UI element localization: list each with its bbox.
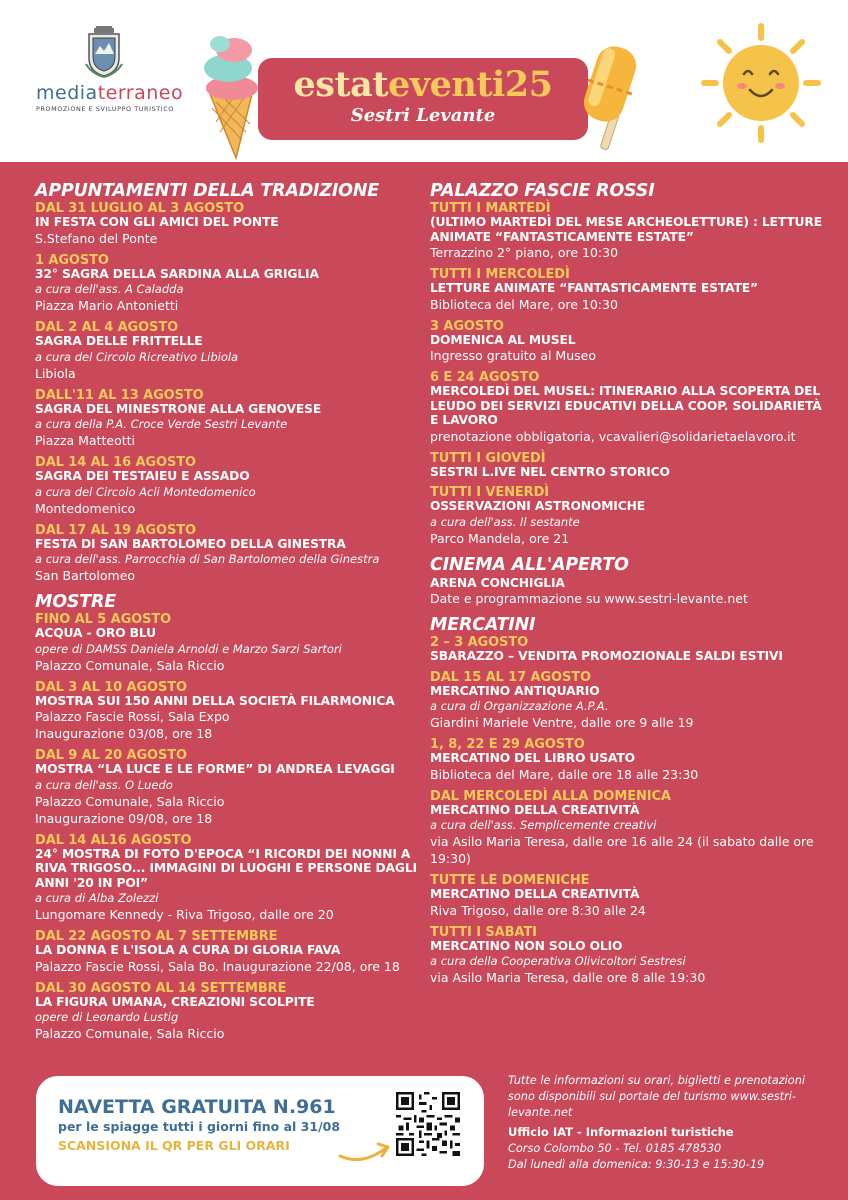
event-organizer: a cura dell'ass. A Caladda (35, 282, 184, 296)
event-place: Piazza Matteotti (35, 433, 136, 448)
left-column (35, 180, 425, 1049)
event-date: DAL 14 AL 16 AGOSTO (35, 455, 196, 470)
event-date: TUTTI I GIOVEDÌ (430, 450, 546, 466)
event-place: Date e programmazione su www.sestri-levante.net (430, 591, 748, 606)
event-title: IN FESTA CON GLI AMICI DEL PONTE (35, 215, 279, 229)
iat-hours: Dal lunedì alla domenica: 9:30-13 e 15:30-19 (508, 1158, 765, 1171)
event-place: Parco Mandela, ore 21 (430, 530, 570, 546)
event-date: DAL 17 AL 19 AGOSTO (35, 522, 196, 538)
event-item (35, 321, 425, 382)
event-date: DAL MERCOLEDÌ ALLA DOMENICA (430, 788, 671, 804)
event-place: Palazzo Fascie Rossi, Sala Bo. Inaugurazione 22/08, ore 18 (35, 958, 400, 974)
event-title: OSSERVAZIONI ASTRONOMICHE (430, 499, 645, 513)
event-date: DAL 31 LUGLIO AL 3 AGOSTO (35, 201, 245, 216)
header (0, 0, 848, 162)
event-item (35, 930, 425, 975)
brand-part2: terraneo (97, 82, 184, 104)
event-place: S.Stefano del Ponte (35, 230, 158, 246)
mediaterraneo-logo (36, 82, 183, 104)
event-place-extra: Inaugurazione 09/08, ore 18 (35, 810, 213, 826)
event-title: ACQUA - ORO BLU (35, 626, 156, 640)
event-organizer: a cura dell'ass. Semplicemente creativi (430, 818, 657, 832)
event-title: MERCATINO ANTIQUARIO (430, 683, 600, 698)
event-item (430, 202, 830, 261)
qr-code[interactable] (396, 1092, 460, 1156)
event-item (430, 486, 830, 547)
event-date: 3 AGOSTO (430, 318, 504, 334)
event-place: Biblioteca del Mare, ore 10:30 (430, 296, 618, 312)
event-place: via Asilo Maria Teresa, dalle ore 16 alle 24 (il sabato dalle ore 19:30) (430, 834, 814, 866)
event-title: 24° MOSTRA DI FOTO D'EPOCA “I RICORDI DEI NONNI A RIVA TRIGOSO... IMMAGINI DI LUOGHI E PERSONE DAGLI ANNI '20 IN POI” (35, 846, 417, 890)
event-item (35, 749, 425, 827)
event-date: DAL 2 AL 4 AGOSTO (35, 320, 179, 335)
event-place: Terrazzino 2° piano, ore 10:30 (430, 245, 619, 260)
event-item (35, 982, 425, 1043)
section-title-cinema: CINEMA ALL'APERTO (430, 554, 629, 575)
event-date: 2 – 3 AGOSTO (430, 635, 529, 650)
event-place: Libiola (35, 365, 76, 381)
navetta-box (36, 1076, 484, 1186)
event-place: prenotazione obbligatoria, vcavalieri@solidarietaelavoro.it (430, 428, 796, 444)
section-title-palazzo: PALAZZO FASCIE ROSSI (430, 181, 655, 201)
event-title: MERCATINO DEL LIBRO USATO (430, 751, 635, 765)
event-title: ARENA CONCHIGLIA (430, 575, 565, 590)
event-place: Montedomenico (35, 500, 136, 516)
event-place: Palazzo Comunale, Sala Riccio (35, 657, 225, 673)
event-place: San Bartolomeo (35, 568, 136, 583)
section-title-mercatini: MERCATINI (430, 615, 536, 635)
event-title: DOMENICA AL MUSEL (430, 332, 576, 347)
event-date: FINO AL 5 AGOSTO (35, 612, 172, 627)
event-place: Giardini Mariele Ventre, dalle ore 9 alle 19 (430, 715, 694, 730)
event-place: Palazzo Comunale, Sala Riccio (35, 793, 225, 809)
sun-icon (700, 22, 822, 144)
event-organizer: a cura della P.A. Croce Verde Sestri Levante (35, 417, 288, 431)
event-date: 1, 8, 22 E 29 AGOSTO (430, 737, 585, 752)
event-date: 1 AGOSTO (35, 252, 109, 268)
event-title: LA FIGURA UMANA, CREAZIONI SCOLPITE (35, 994, 315, 1009)
info-block (508, 1073, 828, 1173)
event-date: TUTTE LE DOMENICHE (430, 873, 590, 888)
event-item (430, 371, 830, 445)
event-item (430, 636, 830, 664)
event-organizer: a cura dell'ass. Il sestante (430, 514, 580, 529)
navetta-subtitle: per le spiagge tutti i giorni fino al 31/08 (58, 1119, 341, 1134)
event-title: MERCATINO NON SOLO OLIO (430, 938, 623, 953)
event-place: Lungomare Kennedy - Riva Trigoso, dalle ore 20 (35, 907, 334, 922)
right-column (430, 180, 830, 993)
event-title: (ULTIMO MARTEDÌ DEL MESE ARCHEOLETTURE) : LETTURE ANIMATE “FANTASTICAMENTE ESTATE” (430, 215, 822, 244)
event-item (430, 874, 830, 919)
event-title: LA DONNA E L'ISOLA A CURA DI GLORIA FAVA (35, 943, 341, 957)
event-item (35, 202, 425, 247)
brand-part1: media (36, 82, 98, 104)
title-part1: estat (293, 64, 388, 105)
event-date: DAL 15 AL 17 AGOSTO (430, 669, 591, 685)
event-organizer: a cura dell'ass. O Luedo (35, 777, 173, 792)
event-organizer: a cura del Circolo Ricreativo Libiola (35, 349, 239, 364)
event-item (430, 790, 830, 868)
iat-address: Corso Colombo 50 - Tel. 0185 478530 (508, 1142, 722, 1155)
event-date: 6 E 24 AGOSTO (430, 370, 540, 385)
arrow-icon (336, 1126, 394, 1164)
event-place: Palazzo Comunale, Sala Riccio (35, 1026, 225, 1041)
event-date: TUTTI I MARTEDÌ (430, 201, 551, 216)
event-date: DALL'11 AL 13 AGOSTO (35, 387, 204, 403)
info-text: Tutte le informazioni su orari, biglietti e prenotazioni sono disponibili sul portale del turismo www.sestri-levante.net (508, 1074, 806, 1119)
event-item (35, 389, 425, 450)
event-organizer: a cura di Alba Zolezzi (35, 891, 159, 905)
event-date: TUTTI I VENERDÌ (430, 485, 550, 500)
event-date: DAL 14 AL16 AGOSTO (35, 832, 192, 848)
event-item (430, 320, 830, 365)
popsicle-icon (578, 40, 644, 152)
brand-subtitle: PROMOZIONE E SVILUPPO TURISTICO (36, 105, 174, 113)
event-item (35, 613, 425, 674)
navetta-cta: SCANSIONA IL QR PER GLI ORARI (58, 1138, 290, 1153)
event-item (35, 834, 425, 924)
event-place-extra: Inaugurazione 03/08, ore 18 (35, 726, 213, 741)
event-date: TUTTI I SABATI (430, 924, 537, 940)
event-item (430, 268, 830, 313)
event-organizer: a cura di Organizzazione A.P.A. (430, 699, 609, 713)
event-organizer: a cura della Cooperativa Olivicoltori Sestresi (430, 954, 686, 968)
event-organizer: opere di DAMSS Daniela Arnoldi e Marzo Sarzi Sartori (35, 641, 342, 656)
navetta-title: NAVETTA GRATUITA N.961 (58, 1096, 336, 1118)
event-place: Palazzo Fascie Rossi, Sala Expo (35, 709, 230, 724)
event-title: LETTURE ANIMATE “FANTASTICAMENTE ESTATE” (430, 281, 758, 295)
event-place: Biblioteca del Mare, dalle ore 18 alle 23:30 (430, 766, 699, 782)
event-place: Riva Trigoso, dalle ore 8:30 alle 24 (430, 902, 646, 918)
event-item (430, 671, 830, 732)
event-organizer: opere di Leonardo Lustig (35, 1010, 179, 1024)
event-date: DAL 9 AL 20 AGOSTO (35, 748, 187, 763)
event-date: DAL 3 AL 10 AGOSTO (35, 679, 187, 695)
event-date: DAL 30 AGOSTO AL 14 SETTEMBRE (35, 980, 287, 996)
event-title: MOSTRA SUI 150 ANNI DELLA SOCIETÀ FILARMONICA (35, 693, 395, 708)
event-item (35, 254, 425, 315)
event-title: SAGRA DELLE FRITTELLE (35, 334, 203, 348)
event-item (35, 456, 425, 517)
event-organizer: a cura dell'ass. Parrocchia di San Bartolomeo della Ginestra (35, 552, 380, 566)
event-date: TUTTI I MERCOLEDÌ (430, 267, 570, 282)
section-title-mostre: MOSTRE (35, 592, 117, 612)
event-organizer: a cura del Circolo Acli Montedomenico (35, 484, 256, 499)
event-item (35, 681, 425, 743)
page-subtitle: Sestri Levante (350, 105, 496, 126)
event-title: MERCOLEDÌ DEL MUSEL: ITINERARIO ALLA SCOPERTA DEL LEUDO DEI SERVIZI EDUCATIVI DELLA COOP. SOLIDARIETÀ E LAVORO (430, 384, 822, 427)
event-title: SAGRA DEL MINESTRONE ALLA GENOVESE (35, 401, 322, 416)
event-item (430, 738, 830, 783)
page-title (268, 64, 578, 105)
event-place: via Asilo Maria Teresa, dalle ore 8 alle 19:30 (430, 970, 706, 985)
event-title: FESTA DI SAN BARTOLOMEO DELLA GINESTRA (35, 536, 346, 551)
event-item (430, 452, 830, 480)
event-title: 32° SAGRA DELLA SARDINA ALLA GRIGLIA (35, 266, 319, 281)
event-title: MERCATINO DELLA CREATIVITÀ (430, 802, 640, 817)
event-title: SBARAZZO – VENDITA PROMOZIONALE SALDI ESTIVI (430, 649, 783, 663)
event-date: DAL 22 AGOSTO AL 7 SETTEMBRE (35, 929, 278, 944)
event-title: MOSTRA “LA LUCE E LE FORME” DI ANDREA LEVAGGI (35, 762, 395, 776)
ice-cream-icon (198, 32, 264, 160)
iat-title: Ufficio IAT - Informazioni turistiche (508, 1125, 734, 1139)
event-place: Piazza Mario Antonietti (35, 298, 179, 313)
section-title-tradizione: APPUNTAMENTI DELLA TRADIZIONE (35, 181, 380, 201)
event-place: Ingresso gratuito al Museo (430, 348, 596, 363)
event-title: SAGRA DEI TESTAIEU E ASSADO (35, 469, 250, 483)
crest-logo-icon (84, 24, 124, 78)
event-item (35, 524, 425, 585)
event-item (430, 576, 830, 608)
title-part2: eventi25 (388, 64, 553, 105)
event-item (430, 926, 830, 987)
event-title: MERCATINO DELLA CREATIVITÀ (430, 887, 640, 901)
event-title: SESTRI L.IVE NEL CENTRO STORICO (430, 464, 670, 479)
